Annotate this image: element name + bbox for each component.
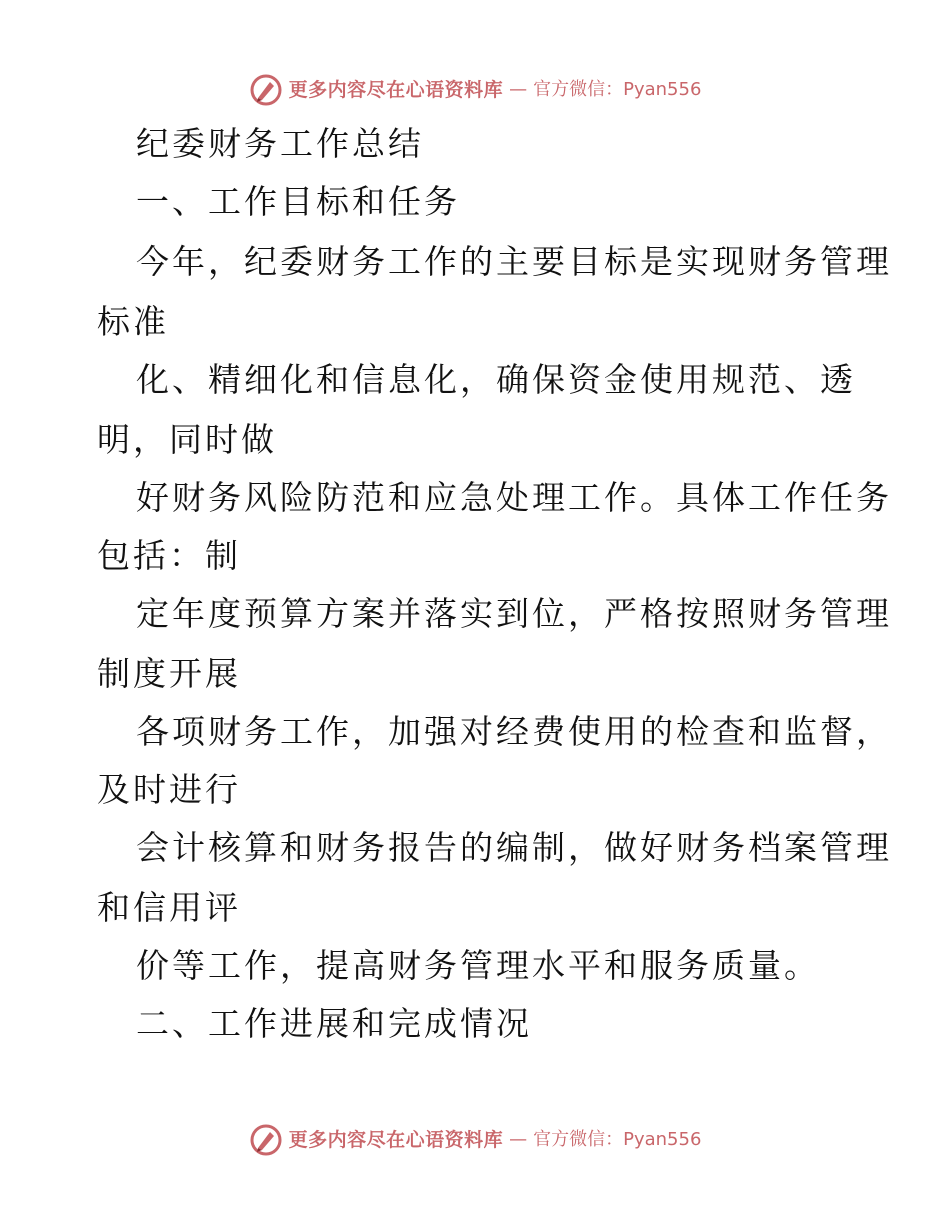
paragraph-line: 化、精细化和信息化，确保资金使用规范、透 bbox=[136, 360, 856, 399]
section-heading-2: 二、工作进展和完成情况 bbox=[136, 1004, 532, 1043]
watermark-dash: — bbox=[509, 1129, 528, 1150]
watermark-dash: — bbox=[509, 79, 528, 100]
paragraph-line: 今年，纪委财务工作的主要目标是实现财务管理 bbox=[136, 242, 892, 281]
watermark-wechat-text: 官方微信：Pyan556 bbox=[533, 79, 702, 100]
paragraph-line: 和信用评 bbox=[97, 888, 241, 927]
paragraph-line: 标准 bbox=[97, 302, 169, 341]
pen-logo-icon bbox=[249, 1123, 283, 1157]
paragraph-line: 包括：制 bbox=[97, 536, 241, 575]
paragraph-line: 及时进行 bbox=[97, 770, 241, 809]
watermark-site-text: 更多内容尽在心语资料库 bbox=[288, 78, 504, 101]
pen-logo-icon bbox=[249, 73, 283, 107]
paragraph-line: 会计核算和财务报告的编制，做好财务档案管理 bbox=[136, 828, 892, 867]
header-watermark bbox=[0, 70, 950, 110]
footer-watermark bbox=[0, 1120, 950, 1160]
watermark-wechat-text: 官方微信：Pyan556 bbox=[533, 1129, 702, 1150]
document-title: 纪委财务工作总结 bbox=[136, 124, 424, 163]
section-heading-1: 一、工作目标和任务 bbox=[136, 182, 460, 221]
watermark-site-text: 更多内容尽在心语资料库 bbox=[288, 1128, 504, 1151]
paragraph-line: 制度开展 bbox=[97, 654, 241, 693]
paragraph-line: 价等工作，提高财务管理水平和服务质量。 bbox=[136, 946, 820, 985]
paragraph-line: 各项财务工作，加强对经费使用的检查和监督， bbox=[136, 712, 892, 751]
paragraph-line: 好财务风险防范和应急处理工作。具体工作任务 bbox=[136, 478, 892, 517]
paragraph-line: 明，同时做 bbox=[97, 420, 277, 459]
paragraph-line: 定年度预算方案并落实到位，严格按照财务管理 bbox=[136, 594, 892, 633]
